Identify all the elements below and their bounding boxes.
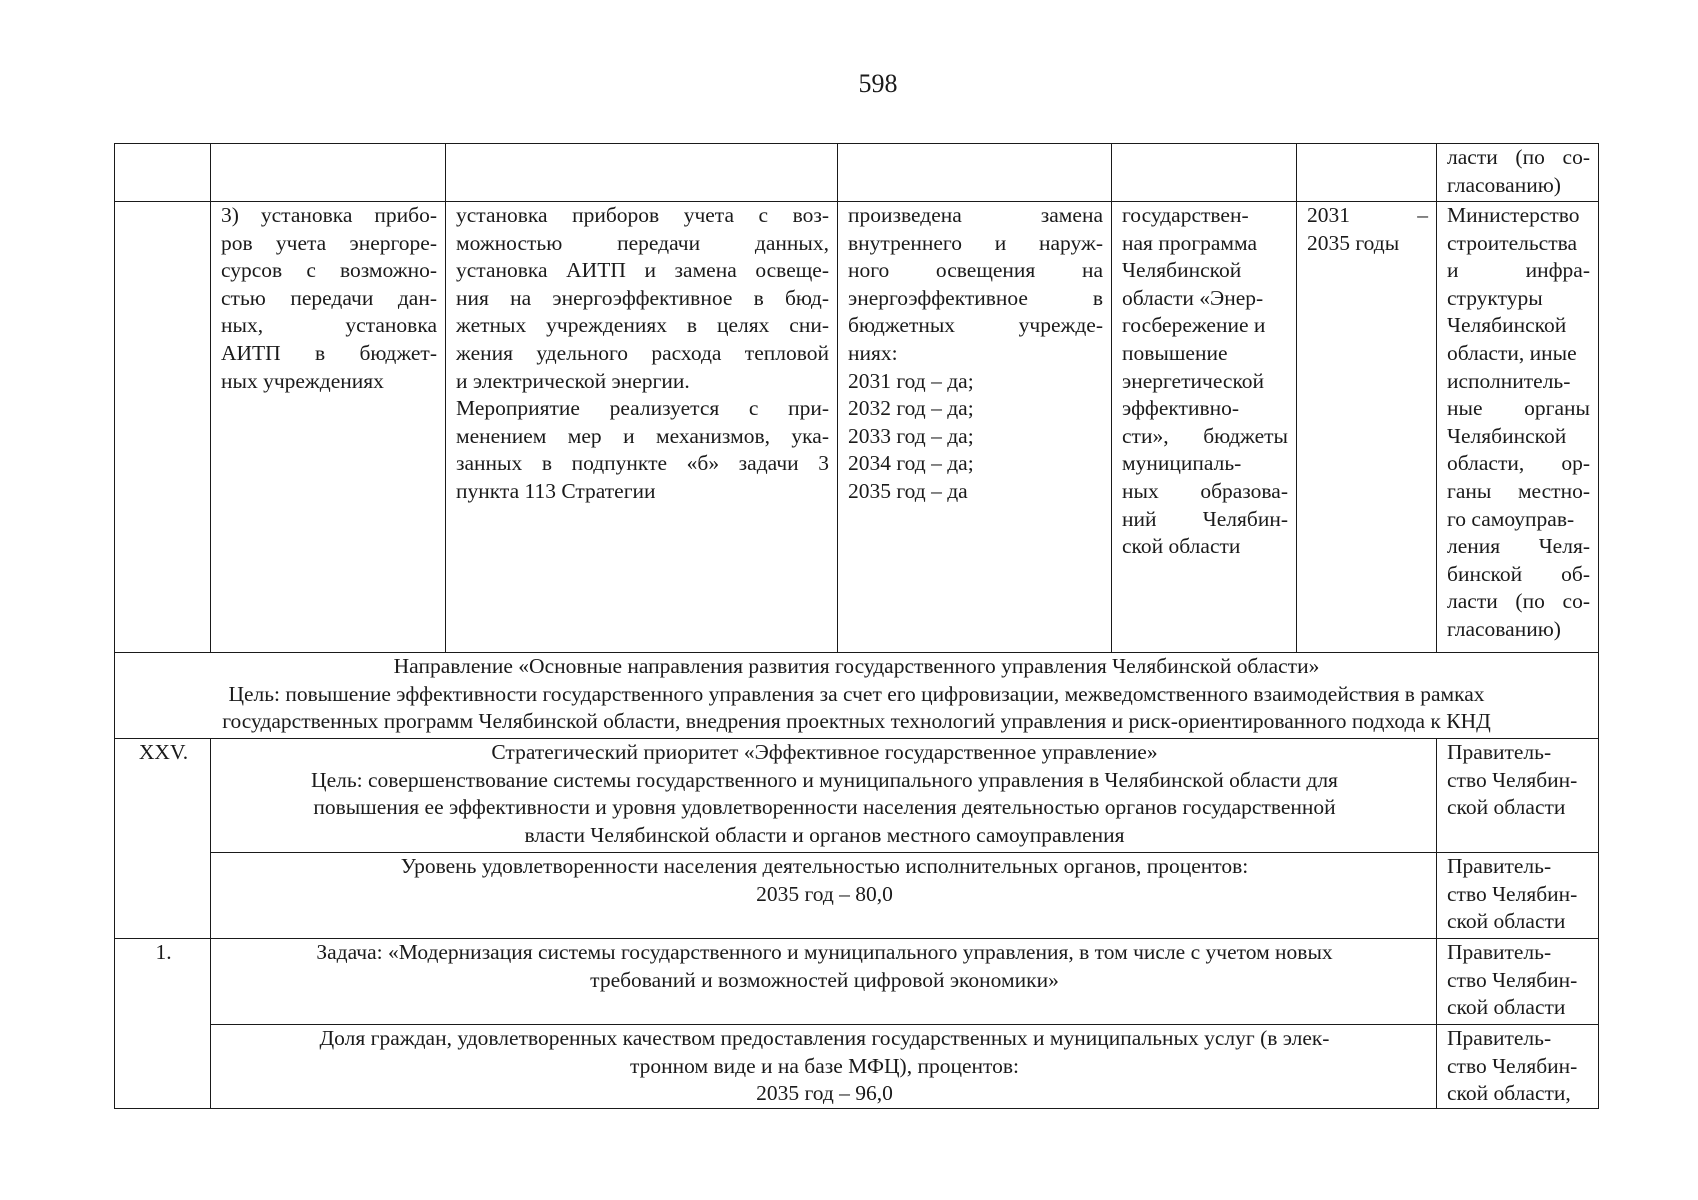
priority-goal-line: власти Челябинской области и органов местного самоуправления: [524, 822, 1125, 847]
text-line: стью передачи дан-: [221, 285, 437, 310]
indicator-line: Уровень удовлетворенности населения деятельностью исполнительных органов, процентов:: [400, 854, 1249, 878]
text-line: 2031 –: [1307, 203, 1428, 227]
text-line: ство Челябин-: [1447, 1053, 1578, 1078]
text-line: ганы местно-: [1447, 478, 1590, 503]
text-line: ской области: [1447, 795, 1566, 820]
text-line: ской области: [1122, 534, 1241, 559]
table-row-continuation: [115, 144, 1599, 202]
text-line: можностью передачи данных,: [456, 230, 829, 255]
text-line: исполнитель-: [1447, 368, 1571, 393]
cell-description: [446, 202, 838, 653]
text-line: госбережение и: [1122, 313, 1266, 338]
text-line: ний Челябин-: [1122, 506, 1288, 531]
text-line: и инфра-: [1447, 258, 1590, 283]
text-line: Правитель-: [1447, 740, 1552, 764]
text-line: области, ор-: [1447, 451, 1590, 476]
priority-goal-line: Цель: совершенствование системы государственного и муниципального управления в Челябинской области для: [311, 767, 1338, 792]
cell-priority-number: XXV.: [115, 739, 211, 939]
text-line: ния на энергоэффективное в бюд-: [456, 285, 829, 310]
cell-responsible: [1437, 853, 1599, 939]
cell-priority: [211, 739, 1437, 853]
text-line: гласованию): [1447, 616, 1561, 641]
text-line: жетных учреждениях в целях сни-: [456, 313, 829, 338]
text-line: произведена замена: [848, 203, 1103, 227]
cell-empty: [1297, 144, 1437, 202]
text-line: строительства: [1447, 230, 1578, 255]
text-line: сурсов с возможно-: [221, 258, 437, 283]
indicator-line: Доля граждан, удовлетворенных качеством предоставления государственных и муниципальных услуг (в элек-: [319, 1026, 1330, 1050]
text-line: структуры: [1447, 285, 1543, 310]
text-line: Правитель-: [1447, 854, 1552, 878]
text-line: ных, установка: [221, 313, 437, 338]
priority-goal-line: повышения ее эффективности и уровня удовлетворенности населения деятельностью органов государственной: [313, 795, 1336, 820]
text-line: энергоэффективное в: [848, 285, 1103, 310]
text-line: области, иные: [1447, 340, 1577, 365]
cell-responsible: [1437, 1025, 1599, 1109]
text-line: ров учета энергоре-: [221, 230, 437, 255]
text-line: го самоуправ-: [1447, 506, 1575, 531]
table-row-task: [115, 939, 1599, 1025]
task-line: требований и возможностей цифровой экономики»: [590, 967, 1059, 992]
direction-goal-line: государственных программ Челябинской области, внедрения проектных технологий управления и риск-ориентированного подхода к КНД: [222, 709, 1491, 734]
text-line: эффективно-: [1122, 396, 1240, 421]
strategy-table: [114, 143, 1599, 1109]
table-row-priority: [115, 739, 1599, 853]
cell-task: [211, 939, 1437, 1025]
text-line: жения удельного расхода тепловой: [456, 340, 829, 365]
cell-period: [1297, 202, 1437, 653]
text-line: АИТП в бюджет-: [221, 340, 437, 365]
text-line: гласованию): [1447, 172, 1561, 197]
cell-responsible: [1437, 939, 1599, 1025]
text-line: ниях:: [848, 340, 898, 365]
text-line: Челябинской: [1447, 313, 1567, 338]
direction-title: Направление «Основные направления развития государственного управления Челябинской области»: [393, 654, 1320, 678]
text-line: ство Челябин-: [1447, 767, 1578, 792]
cell-number: [115, 202, 211, 653]
task-line: Задача: «Модернизация системы государственного и муниципального управления, в том числе с учетом новых: [316, 940, 1333, 964]
text-line: Челябинской: [1122, 258, 1242, 283]
text-line: повышение: [1122, 340, 1228, 365]
table-row-direction: [115, 653, 1599, 739]
cell-empty: [211, 144, 446, 202]
cell-direction: [115, 653, 1599, 739]
text-line: Правитель-: [1447, 1026, 1552, 1050]
text-line: 2035 год – да: [848, 478, 968, 503]
text-line: установка приборов учета с воз-: [456, 203, 829, 227]
text-line: государствен-: [1122, 203, 1249, 227]
page-number: 598: [858, 69, 898, 98]
text-line: внутреннего и наруж-: [848, 230, 1103, 255]
text-line: 2033 год – да;: [848, 423, 974, 448]
table-row-measure: [115, 202, 1599, 653]
text-line: ской области: [1447, 909, 1566, 934]
text-line: установка АИТП и замена освеще-: [456, 258, 829, 283]
cell-responsible: [1437, 144, 1599, 202]
text-line: Правитель-: [1447, 940, 1552, 964]
text-line: ской области,: [1447, 1081, 1571, 1106]
cell-priority-indicator: [211, 853, 1437, 939]
cell-result: [838, 202, 1112, 653]
cell-empty: [115, 144, 211, 202]
table-row-priority-indicator: [115, 853, 1599, 939]
text-line: 2031 год – да;: [848, 368, 974, 393]
text-line: Мероприятие реализуется с при-: [456, 396, 829, 421]
text-line: ство Челябин-: [1447, 967, 1578, 992]
text-line: 2035 годы: [1307, 230, 1400, 255]
text-line: ных учреждениях: [221, 368, 384, 393]
text-line: энергетической: [1122, 368, 1265, 393]
text-line: ской области: [1447, 995, 1566, 1020]
indicator-line: 2035 год – 96,0: [756, 1081, 893, 1106]
text-line: 2032 год – да;: [848, 396, 974, 421]
text-line: ласти (по со-: [1447, 589, 1590, 614]
text-line: пункта 113 Стратегии: [456, 478, 656, 503]
text-line: области «Энер-: [1122, 285, 1264, 310]
text-line: ных образова-: [1122, 478, 1288, 503]
indicator-line: тронном виде и на базе МФЦ), процентов:: [629, 1053, 1019, 1078]
indicator-line: 2035 год – 80,0: [756, 881, 893, 906]
cell-empty: [1112, 144, 1297, 202]
text-line: Челябинской: [1447, 423, 1567, 448]
cell-source: [1112, 202, 1297, 653]
text-line: ные органы: [1447, 396, 1590, 421]
cell-measure-title: [211, 202, 446, 653]
table-row-task-indicator: [115, 1025, 1599, 1109]
text-line: и электрической энергии.: [456, 368, 690, 393]
priority-title: Стратегический приоритет «Эффективное государственное управление»: [491, 740, 1158, 764]
text-line: сти», бюджеты: [1122, 423, 1288, 448]
text-line: ство Челябин-: [1447, 881, 1578, 906]
text-line: ласти (по со-: [1447, 145, 1590, 169]
text-line: бюджетных учрежде-: [848, 313, 1103, 338]
text-line: ного освещения на: [848, 258, 1103, 283]
text-line: ная программа: [1122, 230, 1258, 255]
text-line: Министерство: [1447, 203, 1580, 227]
text-line: менением мер и механизмов, ука-: [456, 423, 829, 448]
cell-empty: [446, 144, 838, 202]
cell-responsible: [1437, 739, 1599, 853]
text-line: бинской об-: [1447, 561, 1590, 586]
cell-empty: [838, 144, 1112, 202]
cell-task-indicator: [211, 1025, 1437, 1109]
direction-goal-line: Цель: повышение эффективности государственного управления за счет его цифровизации, межведомственного взаимодействия в рамках: [228, 681, 1485, 706]
text-line: муниципаль-: [1122, 451, 1242, 476]
text-line: 3) установка прибо-: [221, 203, 437, 227]
cell-task-number: 1.: [115, 939, 211, 1109]
cell-responsible: [1437, 202, 1599, 653]
text-line: 2034 год – да;: [848, 451, 974, 476]
text-line: занных в подпункте «б» задачи 3: [456, 451, 829, 476]
text-line: ления Челя-: [1447, 534, 1590, 559]
